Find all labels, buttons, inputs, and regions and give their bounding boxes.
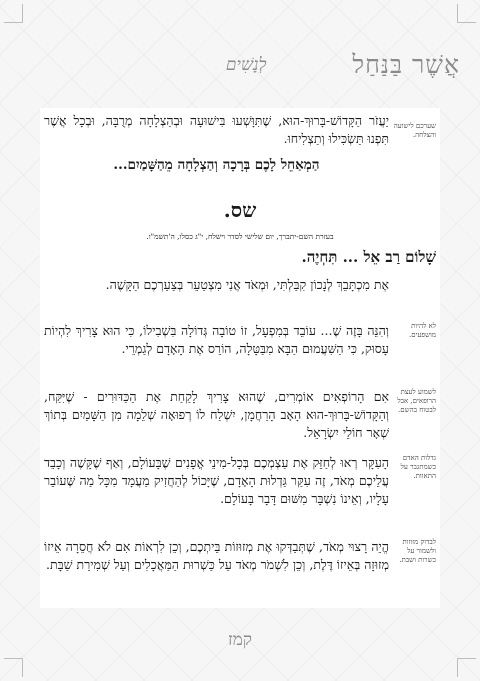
margin-note: לא להיות מושפעים. xyxy=(409,322,436,339)
page-number: קמז xyxy=(228,630,252,650)
margin-note: לשמוע לעצת הרופאים, אבל לבטוח בהשם. xyxy=(397,388,436,414)
intro-headline: הַמְאַחֵל לָכֶם בְּרָכָה וְהַצְלָחָה מֵהַשָּׁמַיִם... xyxy=(113,157,320,173)
letter-paragraph: וְהִנֵּה בָּזֶה שֶׁ... עוֹבֵד בְּמִפְעָל, זוֹ טוֹבָה גְּדוֹלָה בִּשְׁבִילוֹ, כִּי הוּא צָרִיךְ לִהְיוֹת עָסוּק, כִּי הַשִּׁעֲמוּם הַבָּא מִבַּטָּלָה, הוֹרֵס אֶת הָאָדָם לְגַמְרֵי. xyxy=(44,323,389,356)
page-header xyxy=(20,30,460,100)
margin-note: לבדוק מזוזות ולשמור על כשרות ושבת. xyxy=(399,538,436,564)
margin-note: שערכם לישועה והצלחה. xyxy=(393,122,436,139)
letter-number: שס. xyxy=(223,198,257,222)
intro-text xyxy=(44,112,389,174)
letter-greeting: שָׁלוֹם רַב אֵל ... תִּחְיֶה. xyxy=(301,248,436,266)
book-subtitle: לְנָשִׁים xyxy=(225,55,267,75)
letter-paragraph: הֱיֵה רָצוּי מְאֹד, שֶׁתְּבַדְּקוּ אֶת מְזוּזוֹת בֵּיתְכֶם, וְכֵן לִרְאוֹת אִם לֹא חֲסֵרָה אֵיזוֹ מְזוּזָה בְּאֵיזוֹ דֶּלֶת, וְכֵן לִשְׁמֹר מְאֹד עַל כַּשְׁרוּת הַמַּאֲכָלִים וְעַל שְׁמִירַת שַׁבָּת. xyxy=(44,539,389,572)
letter-paragraph: אֶת מִכְתָּבֵךְ לְנָכוֹן קִבַּלְתִּי, וּמְאֹד אֲנִי מִצְטַעֵר בְּצַעַרְכֶם הַקָּשֶׁה. xyxy=(105,277,389,292)
page-footer xyxy=(20,615,460,665)
book-title: אֲשֶׁר בַּנַּחַל xyxy=(352,50,460,79)
page-content xyxy=(40,108,440,608)
intro-blessing: יַעֲזֹר הַקָּדוֹשׁ-בָּרוּךְ-הוּא, שֶׁתִּוָּשְׁעוּ בִּישׁוּעָה וּבְהַצְלָחָה מְרֻבָּה, וּבְכָל אֲשֶׁר תִּפְנוּ תַּשְׂכִּילוּ וְתַצְלִיחוּ. xyxy=(44,113,389,146)
corner-ornament xyxy=(4,4,23,23)
letter-dateline: בעזרת השם-יתברך, יום שלישי לסדר וישלח, י"ג כסלו, ה'תשמ"ו. xyxy=(146,232,334,241)
letter-paragraph: אִם הָרוֹפְאִים אוֹמְרִים, שֶׁהוּא צָרִיךְ לָקַחַת אֶת הַכַּדּוּרִים - שֶׁיִּקַּח, וְהַקָּדוֹשׁ-בָּרוּךְ-הוּא הָאָב הָרַחֲמָן, יִשְׁלַח לוֹ רְפוּאָה שְׁלֵמָה מִן הַשָּׁמַיִם בְּתוֹךְ שְׁאָר חוֹלֵי יִשְׂרָאֵל. xyxy=(44,389,389,440)
margin-note: גדלות האדם כשמתגבר על התאוות. xyxy=(400,454,436,480)
corner-ornament xyxy=(457,4,476,23)
letter-paragraph: הָעִקָּר רְאוּ לְחַזֵּק אֶת עַצְמְכֶם בְּכָל-מִינֵי אֳפָנִים שֶׁבָּעוֹלָם, וְאַף שֶׁקָּשֶׁה וְכָבֵד עֲלֵיכֶם מְאֹד, זֶה עִקַּר גַּדְלוּת הָאָדָם, שֶׁיָּכוֹל לְהַחֲזִיק מַעֲמָד מִכָּל מַה שֶּׁעוֹבֵר עָלָיו, וְאֵינוֹ נִשְׁבָּר מִשּׁוּם דָּבָר בָּעוֹלָם. xyxy=(44,455,389,506)
